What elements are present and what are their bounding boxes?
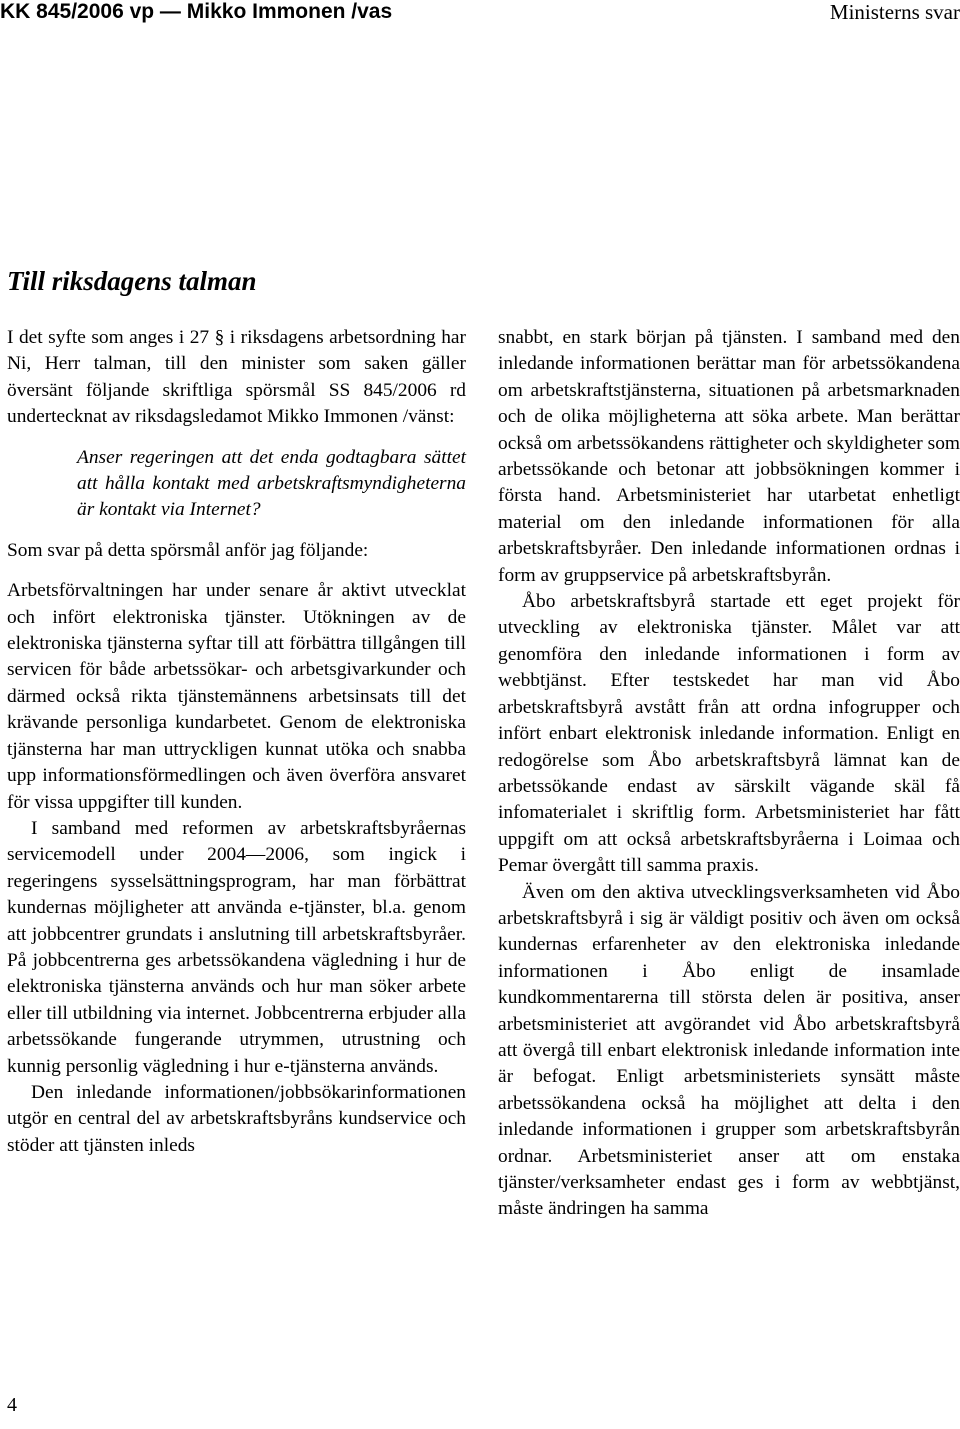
body-paragraph: Åbo arbetskraftsbyrå startade ett eget projekt för utveckling av elektroniska tjänster. Målet var att genomföra den inledande informationen i form av webbtjänst. Efter testskedet har man vid Åbo arbetskraftsbyrå avstått från att ordna infogrupper och infört enbart elektronisk inledande information. Enligt en redogörelse som Åbo arbetskraftsbyrå lämnat kan de arbetssökande endast av särskilt vägande skäl få infomaterialet i skriftlig form. Arbetsministeriet har fått uppgift om att också arbetskraftsbyråerna i Loimaa och Pemar övergått till samma praxis. (498, 591, 960, 877)
body-paragraph: Den inledande informationen/jobbsökarinformationen utgör en central del av arbetskraftsbyråns kundservice och stöder att tjänsten inleds (7, 1081, 466, 1156)
intro-paragraph: I det syfte som anges i 27 § i riksdagens arbetsordning har Ni, Herr talman, till den minister som saken gäller översänt följande skriftliga spörsmål SS 845/2006 rd undertecknat av riksdagsledamot Mikko Immonen /vänst: (7, 327, 466, 428)
right-column (498, 325, 960, 1223)
body-paragraph: snabbt, en stark början på tjänsten. I samband med den inledande informationen berättar man för arbetssökandena om arbetskraftstjänsterna, situationen på arbetsmarknaden och de olika möjligheterna att söka arbete. Man berättar också om arbetssökandens rättigheter och skyldigheter som arbetssökande och betonar att jobbsökningen kommer i första hand. Arbetsministeriet har utarbetat enhetligt material om den inledande informationen för alla arbetskraftsbyråer. Den inledande informationen ordnas i form av gruppservice på arbetskraftsbyrån. (498, 327, 960, 586)
page-number: 4 (7, 1394, 17, 1416)
page-title: Till riksdagens talman (7, 266, 257, 296)
left-column (7, 325, 466, 1159)
section-header: Ministerns svar (829, 0, 960, 24)
question-quote: Anser regeringen att det enda godtagbara sättet att hålla kontakt med arbetskraftsmyndigheterna är kontakt via Internet? (77, 446, 466, 521)
body-paragraph: Även om den aktiva utvecklingsverksamheten vid Åbo arbetskraftsbyrå i sig är väldigt positiv och även om också kundernas erfarenheter av den elektroniska inledande informationen i Åbo enligt de insamlade kundkommentarerna till största delen är positiva, anser arbetsministeriet att avgörandet vid Åbo arbetskraftsbyrå att övergå till enbart elektronisk inledande information inte är befogat. Enligt arbetsministeriets synsätt måste arbetssökandena också ha möjlighet att delta i den inledande informationen i grupper som arbetskraftsbyrån ordnar. Arbetsministeriet anser att om enstaka tjänster/verksamheter endast ges i form av webbtjänst, måste ändringen ha samma (498, 881, 960, 1220)
body-paragraph: I samband med reformen av arbetskraftsbyråernas servicemodell under 2004—2006, som ingick i regeringens sysselsättningsprogram, har man förbättrat kundernas möjligheter att använda e-tjänster, bl.a. genom att jobbcentrer grundats i anslutning till arbetskraftsbyråer. På jobbcentrerna ges arbetssökandena vägledning i hur de elektroniska tjänsterna används och hur man söker arbete eller till utbildning via internet. Jobbcentrerna erbjuder alla arbetssökande fungerande utrymmen, utrustning och kunnig personlig vägledning i hur e-tjänsterna används. (7, 817, 466, 1077)
document-reference-header: KK 845/2006 vp — Mikko Immonen /vas (0, 0, 393, 23)
body-paragraph: Arbetsförvaltningen har under senare år aktivt utvecklat och infört elektroniska tjänster. Utökningen av de elektroniska tjänsterna syftar till att förbättra tillgången till servicen för både arbetssökar- och arbetsgivarkunder och därmed också rikta tjänstemännens arbetsinsats till det krävande personliga kundarbetet. Genom de elektroniska tjänsterna har man uttryckligen kunnat utöka och snabba upp informationsförmedlingen och även överföra ansvaret för vissa uppgifter till kunden. (7, 580, 466, 813)
answer-intro: Som svar på detta spörsmål anför jag följande: (7, 539, 369, 561)
